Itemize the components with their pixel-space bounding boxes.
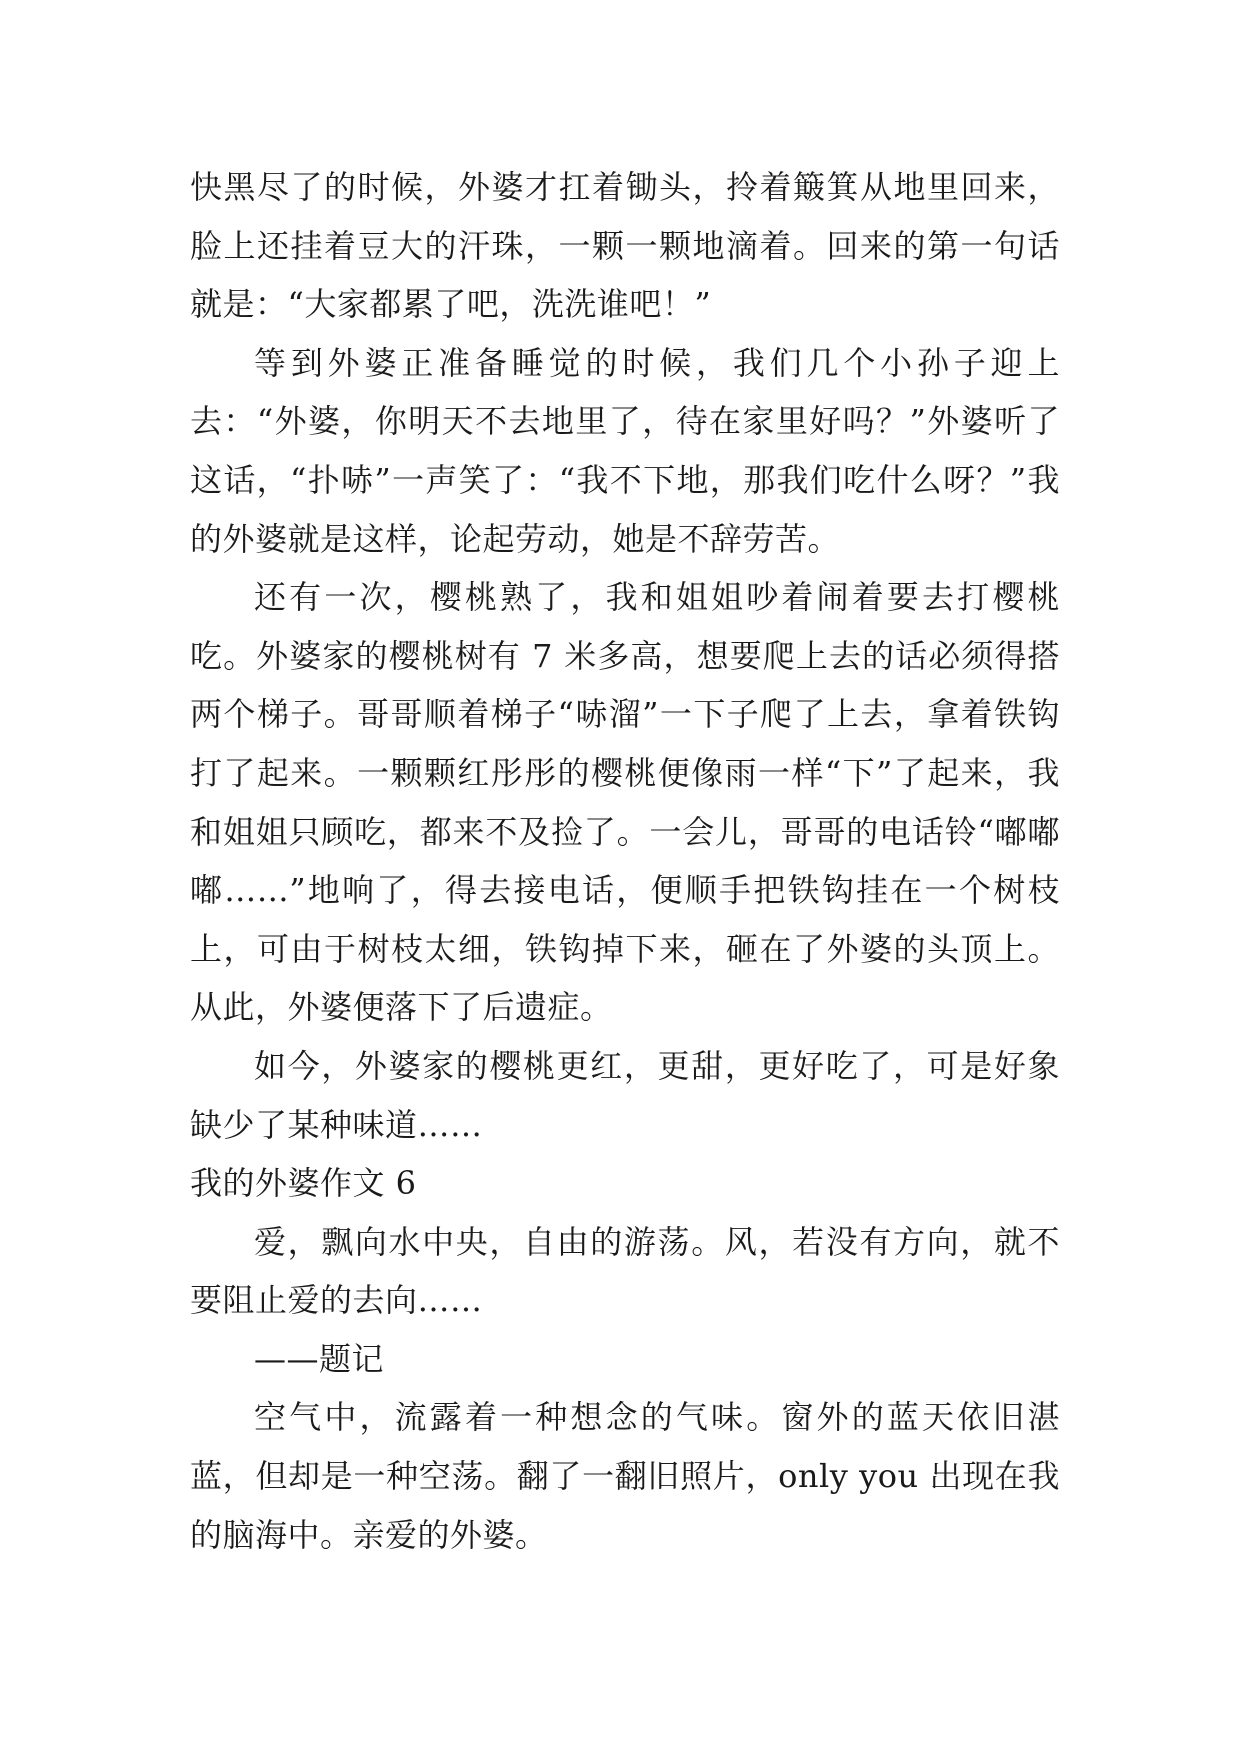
paragraph-2: 等到外婆正准备睡觉的时候，我们几个小孙子迎上去：“外婆，你明天不去地里了，待在家里好吗？”外婆听了这话，“扑哧”一声笑了：“我不下地，那我们吃什么呀？”我的外婆就是这样，论起劳动，她是不辞劳苦。 — [190, 343, 1060, 558]
paragraph-1: 快黑尽了的时候，外婆才扛着锄头，拎着簸箕从地里回来，脸上还挂着豆大的汗珠，一颗一颗地滴着。回来的第一句话就是：“大家都累了吧，洗洗谁吧！” — [190, 168, 1060, 324]
epigraph-source: ——题记 — [254, 1339, 385, 1378]
paragraph-5: 空气中，流露着一种想念的气味。窗外的蓝天依旧湛蓝，但却是一种空荡。翻了一翻旧照片，only you 出现在我的脑海中。亲爱的外婆。 — [190, 1398, 1060, 1554]
paragraph-4: 如今，外婆家的樱桃更红，更甜，更好吃了，可是好象缺少了某种味道…… — [190, 1046, 1060, 1144]
essay-heading: 我的外婆作文 6 — [190, 1164, 417, 1203]
document-body — [190, 158, 1060, 1564]
epigraph: 爱，飘向水中央，自由的游荡。风，若没有方向，就不要阻止爱的去向…… — [190, 1222, 1060, 1320]
paragraph-3: 还有一次，樱桃熟了，我和姐姐吵着闹着要去打樱桃吃。外婆家的樱桃树有 7 米多高，想要爬上去的话必须得搭两个梯子。哥哥顺着梯子“哧溜”一下子爬了上去，拿着铁钩打了起来。一颗颗红彤彤的樱桃便像雨一样“下”了起来，我和姐姐只顾吃，都来不及捡了。一会儿，哥哥的电话铃“嘟嘟嘟……”地响了，得去接电话，便顺手把铁钩挂在一个树枝上，可由于树枝太细，铁钩掉下来，砸在了外婆的头顶上。从此，外婆便落下了后遗症。 — [190, 578, 1060, 1027]
